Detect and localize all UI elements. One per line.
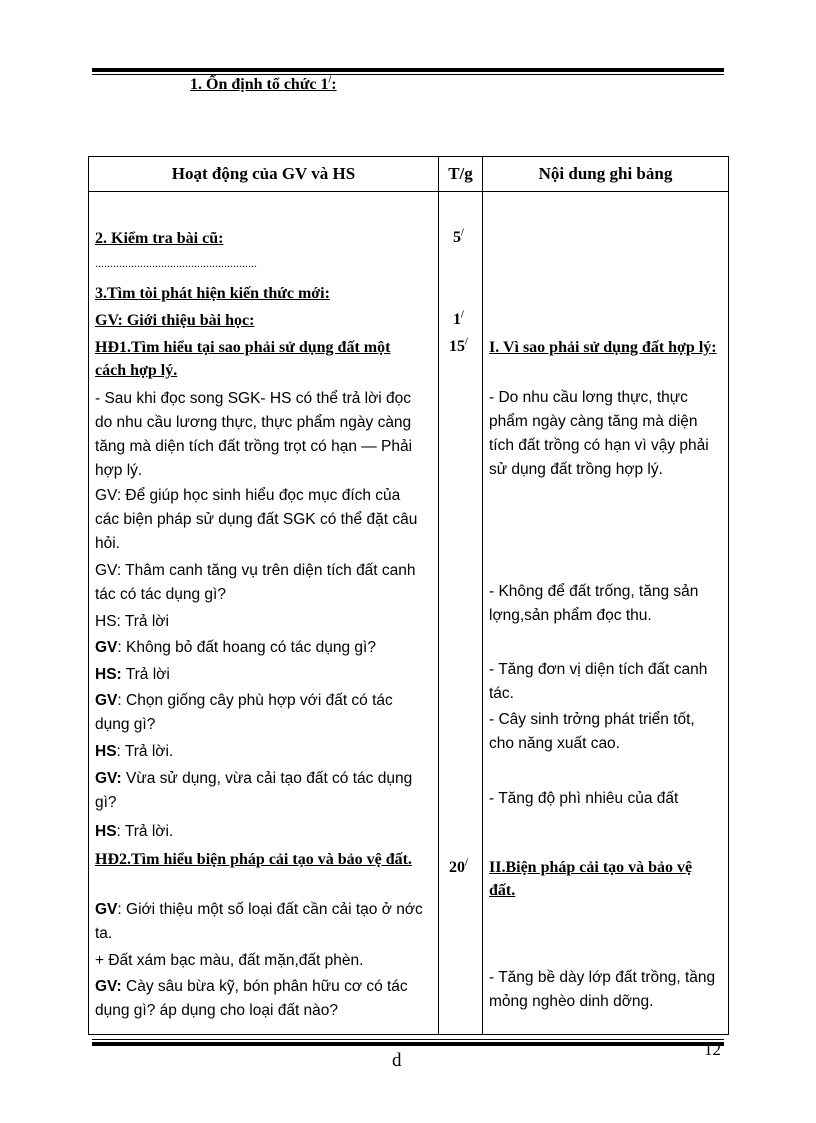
paragraph-3: GV: Thâm canh tăng vụ trên diện tích đất canh tác có tác dụng gì? [95,562,416,603]
paragraph-12: + Đất xám bạc màu, đất mặn,đất phèn. [95,952,364,969]
paragraph-1: - Sau khi đọc song SGK- HS có thể trả lời đọc do nhu cầu lương thực, thực phẩm ngày càng tăng mà diện tích đất trồng trọt có hạn — Phải hợp lý. [95,390,413,479]
paragraph-4: HS: Trả lời [95,613,169,630]
activity-2-heading: HĐ2.Tìm hiểu biện pháp cải tạo và bảo vệ đất. [95,851,412,868]
time-1: 1/ [453,309,464,328]
activity-1-heading: HĐ1.Tìm hiểu tại sao phải sử dụng đất một cách hợp lý. [95,339,391,379]
header-activities: Hoạt động của GV và HS [89,157,439,192]
page-number: 12 [704,1040,721,1059]
lesson-table [88,156,729,1035]
header-time: T/g [439,157,483,192]
paragraph-7: GV: Chọn giống cây phù hợp với đất có tác dụng gì? [95,692,393,733]
dotted-line: ...................................................... [95,256,257,270]
content-6: - Tăng bề dày lớp đất trồng, tầng mỏng nghèo dinh dỡng. [489,969,716,1010]
time-5: 5/ [453,227,464,246]
footer-rule-thin [92,1039,724,1040]
lesson-intro: GV: Giới thiệu bài học: [95,312,255,329]
content-4: - Cây sinh trởng phát triển tốt, cho năng xuất cao. [489,711,695,752]
header-rule-thin [92,74,724,75]
old-lesson-check: 2. Kiểm tra bài cũ: [95,230,224,247]
time-cell [439,192,483,1035]
paragraph-13: GV: Cày sâu bừa kỹ, bón phân hữu cơ có tác dụng gì? áp dụng cho loại đất nào? [95,978,408,1019]
footer-letter: d [392,1050,402,1071]
content-3: - Tăng đơn vị diện tích đất canh tác. [489,661,708,702]
content-2: - Không để đất trống, tăng sản lợng,sản phẩm đọc thu. [489,583,699,624]
board-content-cell [483,192,729,1035]
paragraph-2: GV: Để giúp học sinh hiểu đọc mục đích của các biện pháp sử dụng đất SGK có thể đặt câu hỏi. [95,487,418,552]
content-1: - Do nhu cầu lơng thực, thực phẩm ngày càng tăng mà diện tích đất trồng có hạn vì vậy phải sử dụng đất trồng hợp lý. [489,389,709,478]
paragraph-8: HS: Trả lời. [95,743,174,760]
paragraph-11: GV: Giới thiệu một số loại đất cần cải tạo ở nớc ta. [95,901,423,942]
time-20: 20/ [449,857,468,876]
time-15: 15/ [449,336,468,355]
header-board-content: Nội dung ghi bảng [483,157,729,192]
paragraph-6: HS: Trả lời [95,666,170,683]
content-5: - Tăng độ phì nhiêu của đất [489,790,679,807]
table-body-row [89,192,729,1035]
discovery-heading: 3.Tìm tòi phát hiện kiến thức mới: [95,285,330,302]
header-rule-thick [92,68,724,72]
footer-rule-thick [92,1042,724,1046]
table-header-row [89,157,729,192]
section-title: 1. Ổn định tổ chức 1/: [190,74,337,93]
section-i-heading: I. Vì sao phải sử dụng đất hợp lý: [489,339,717,356]
section-ii-heading: II.Biện pháp cải tạo và bảo vệ đất. [489,859,693,899]
paragraph-9: GV: Vừa sử dụng, vừa cải tạo đất có tác dụng gì? [95,770,413,811]
paragraph-10: HS: Trả lời. [95,823,174,840]
paragraph-5: GV: Không bỏ đất hoang có tác dụng gì? [95,639,376,656]
activities-cell [89,192,439,1035]
